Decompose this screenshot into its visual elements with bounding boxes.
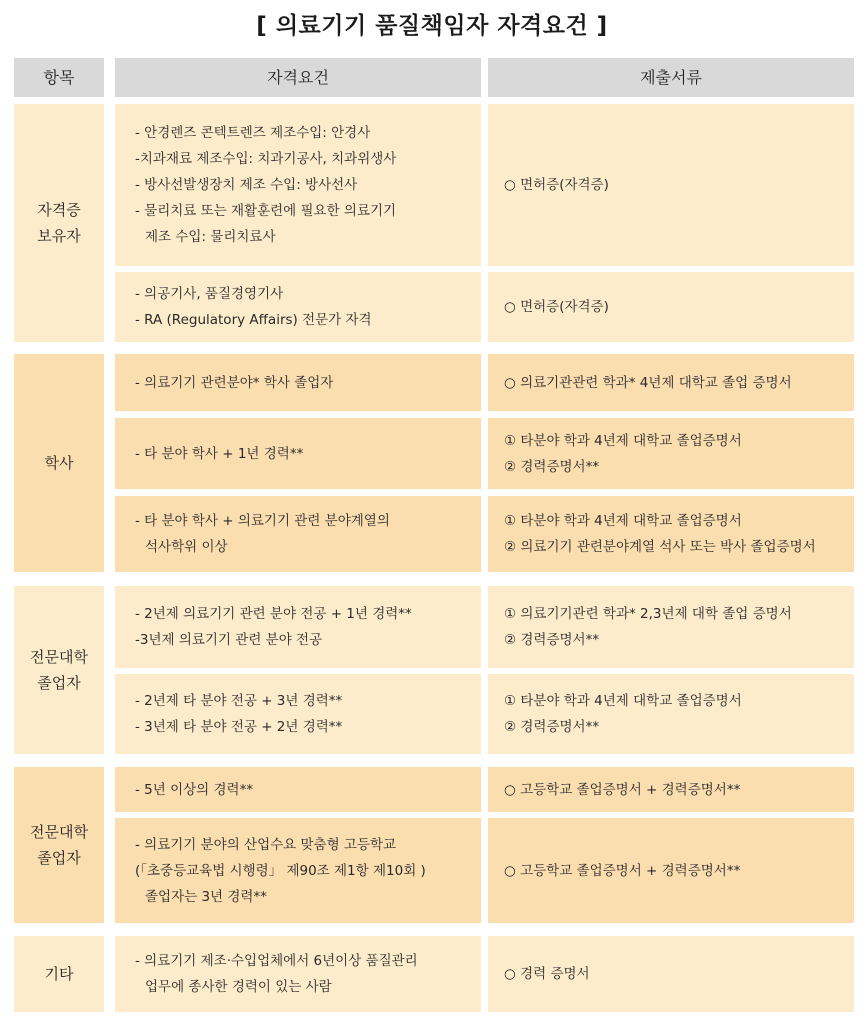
requirement-line: 석사학위 이상 <box>145 539 228 555</box>
category-label-line: 전문대학 <box>30 823 88 841</box>
requirement-line: - 의료기기 분야의 산업수요 맞춤형 고등학교 <box>135 836 397 853</box>
documents-cell <box>488 936 854 1012</box>
requirement-line: (「초중등교육법 시행령」 제90조 제1항 제10회 ) <box>135 862 426 879</box>
requirement-line: - 물리치료 또는 재활훈련에 필요한 의료기기 <box>135 203 397 219</box>
category-label-line: 전문대학 <box>30 648 88 666</box>
documents-cell <box>488 767 854 812</box>
requirement-line: - 방사선발생장치 제조 수입: 방사선사 <box>135 177 358 193</box>
requirement-cell <box>115 818 481 923</box>
documents-cell <box>488 496 854 572</box>
document-line: ○ 의료기관관련 학과* 4년제 대학교 졸업 증명서 <box>504 374 792 391</box>
header-item: 항목 <box>14 58 104 97</box>
requirement-line: - 타 분야 학사 + 1년 경력** <box>135 445 304 462</box>
document-line: ② 경력증명서** <box>504 632 600 648</box>
requirement-cell <box>115 586 481 668</box>
category-cell <box>14 586 104 754</box>
document-line: ① 타분야 학과 4년제 대학교 졸업증명서 <box>504 432 742 449</box>
requirement-line: - RA (Regulatory Affairs) 전문가 자격 <box>135 312 372 328</box>
category-label <box>30 644 88 696</box>
category-label <box>30 819 88 871</box>
category-cell <box>14 936 104 1012</box>
category-cell <box>14 104 104 342</box>
documents-cell <box>488 354 854 411</box>
requirement-line: - 의료기기 제조·수입업체에서 6년이상 품질관리 <box>135 953 418 969</box>
documents-cell <box>488 104 854 266</box>
requirement-line: - 3년제 타 분야 전공 + 2년 경력** <box>135 719 343 735</box>
requirement-cell <box>115 104 481 266</box>
document-line: ② 의료기기 관련분야계열 석사 또는 박사 졸업증명서 <box>504 539 816 555</box>
category-label <box>45 450 74 476</box>
requirement-line: - 타 분야 학사 + 의료기기 관련 분야계열의 <box>135 513 390 529</box>
document-line: ○ 경력 증명서 <box>504 966 590 982</box>
requirement-cell <box>115 418 481 489</box>
category-label-line: 졸업자 <box>37 674 81 692</box>
header-requirement: 자격요건 <box>115 58 481 97</box>
document-line: ① 타분야 학과 4년제 대학교 졸업증명서 <box>504 693 742 709</box>
documents-cell <box>488 818 854 923</box>
requirement-line: - 안경렌즈 콘텍트렌즈 제조수입: 안경사 <box>135 125 371 141</box>
requirement-cell <box>115 767 481 812</box>
requirement-line: - 5년 이상의 경력** <box>135 781 254 798</box>
documents-cell <box>488 272 854 342</box>
requirement-line: - 2년제 타 분야 전공 + 3년 경력** <box>135 693 343 709</box>
document-line: ① 의료기기관련 학과* 2,3년제 대학 졸업 증명서 <box>504 606 792 622</box>
category-label-line: 자격증 <box>37 201 81 219</box>
requirement-line: - 의료기기 관련분야* 학사 졸업자 <box>135 374 334 391</box>
requirement-cell <box>115 936 481 1012</box>
documents-cell <box>488 674 854 754</box>
document-line: ② 경력증명서** <box>504 719 600 735</box>
requirement-cell <box>115 674 481 754</box>
documents-cell <box>488 418 854 489</box>
category-label-line: 학사 <box>44 454 74 472</box>
requirement-line: -치과재료 제조수입: 치과기공사, 치과위생사 <box>135 151 397 167</box>
category-label <box>45 961 74 987</box>
category-cell <box>14 354 104 572</box>
document-line: ○ 면허증(자격증) <box>504 177 609 193</box>
page-title: [ 의료기기 품질책임자 자격요건 ] <box>256 13 608 39</box>
documents-cell <box>488 586 854 668</box>
requirement-line: 졸업자는 3년 경력** <box>145 888 267 905</box>
category-label-line: 졸업자 <box>37 849 81 867</box>
document-line: ① 타분야 학과 4년제 대학교 졸업증명서 <box>504 513 742 529</box>
document-line: ② 경력증명서** <box>504 458 600 475</box>
category-label <box>37 197 80 249</box>
requirement-cell <box>115 272 481 342</box>
requirement-line: -3년제 의료기기 관련 분야 전공 <box>135 632 323 648</box>
header-documents: 제출서류 <box>488 58 854 97</box>
document-line: ○ 고등학교 졸업증명서 + 경력증명서** <box>504 781 741 798</box>
requirement-line: 제조 수입: 물리치료사 <box>145 229 276 245</box>
category-label-line: 기타 <box>44 965 74 983</box>
category-cell <box>14 767 104 923</box>
requirement-cell <box>115 354 481 411</box>
requirement-cell <box>115 496 481 572</box>
requirement-line: - 2년제 의료기기 관련 분야 전공 + 1년 경력** <box>135 606 412 622</box>
category-label-line: 보유자 <box>37 227 81 245</box>
document-line: ○ 고등학교 졸업증명서 + 경력증명서** <box>504 862 741 879</box>
requirement-line: 업무에 종사한 경력이 있는 사람 <box>145 979 332 995</box>
document-line: ○ 면허증(자격증) <box>504 299 609 315</box>
requirement-line: - 의공기사, 품질경영기사 <box>135 286 284 302</box>
